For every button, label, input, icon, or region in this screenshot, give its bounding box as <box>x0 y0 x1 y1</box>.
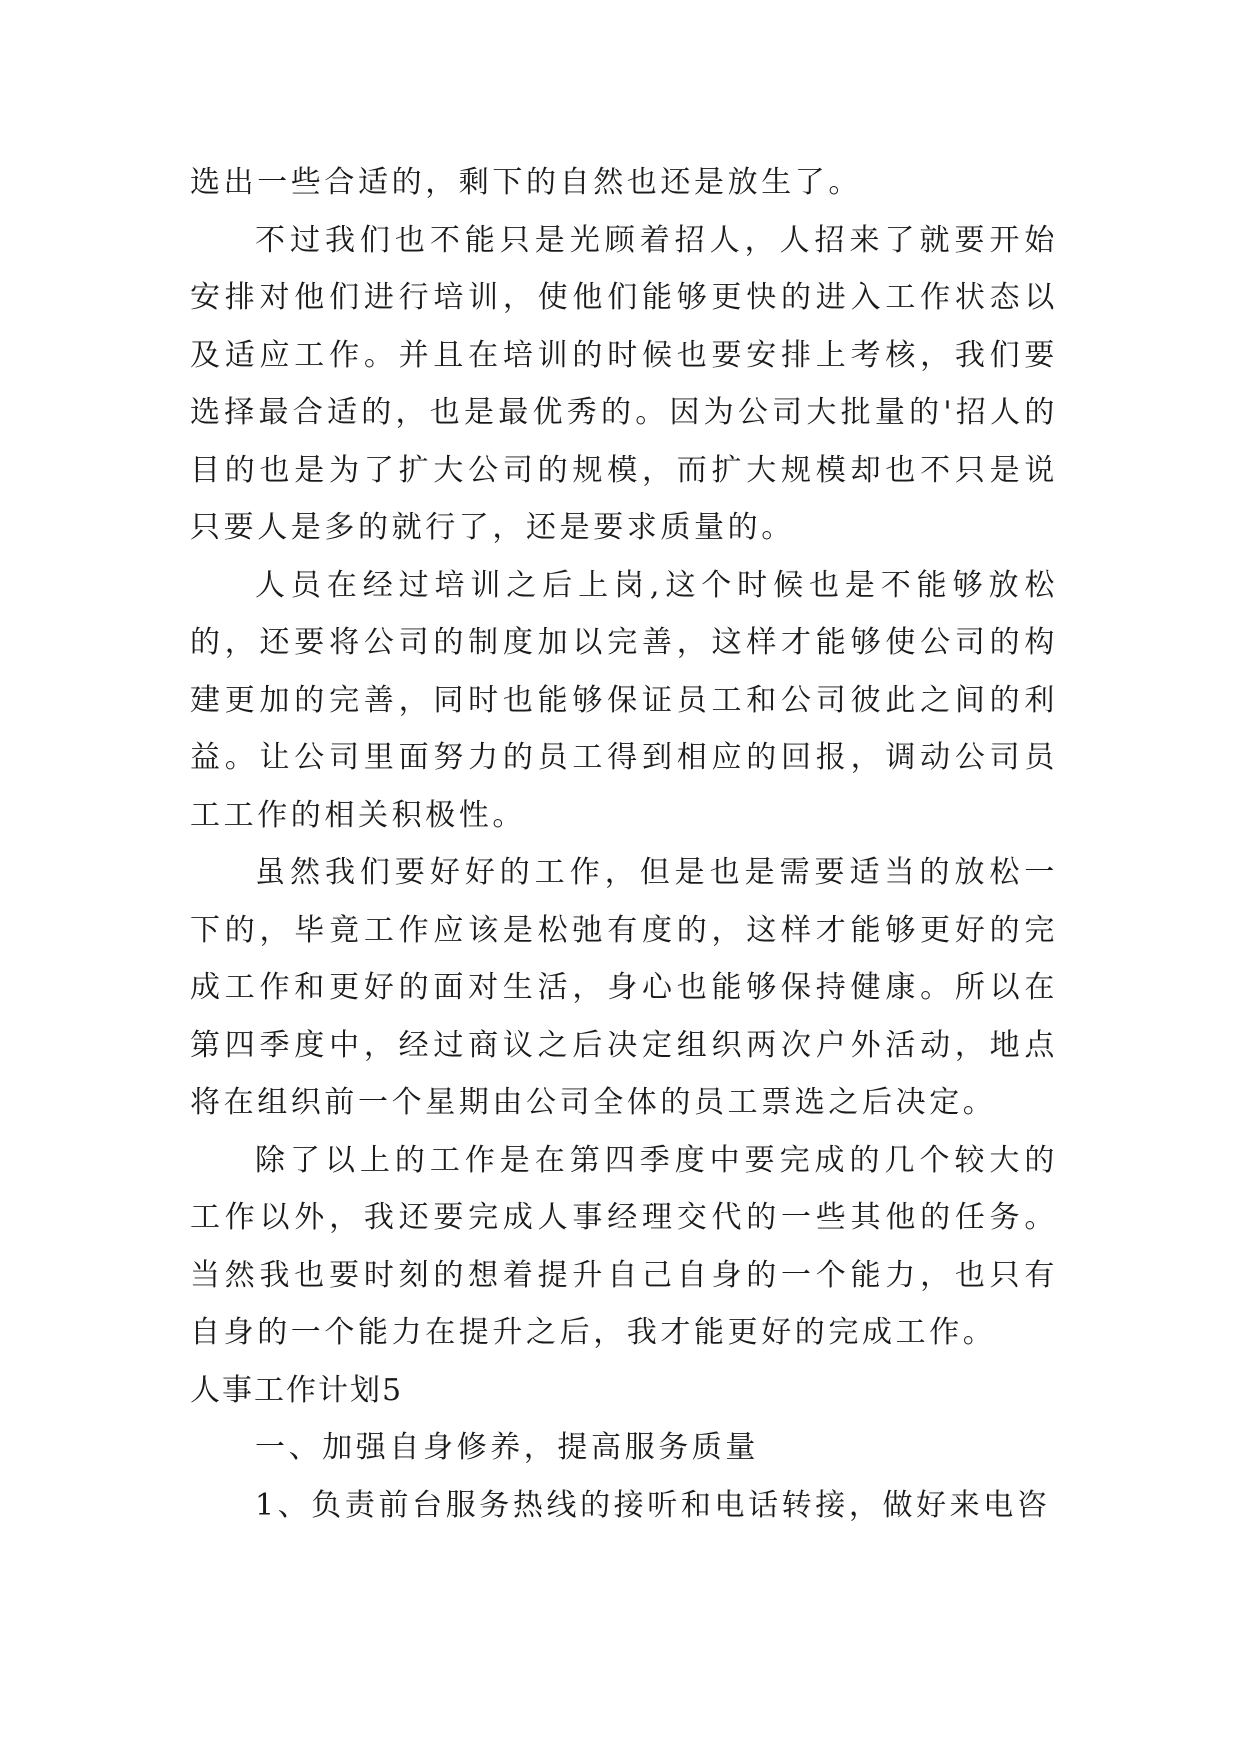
section-title: 人事工作计划5 <box>190 1372 404 1408</box>
paragraph-continuation: 选出一些合适的，剩下的自然也还是放生了。 <box>190 165 862 200</box>
subsection-title: 一、加强自身修养，提高服务质量 <box>255 1430 759 1465</box>
paragraph-activities: 虽然我们要好好的工作，但是也是需要适当的放松一下的，毕竟工作应该是松弛有度的，这样才能够更好的完成工作和更好的面对生活，身心也能够保持健康。所以在第四季度中，经过商议之后决定组织两次户外活动，地点将在组织前一个星期由公司全体的员工票选之后决定。 <box>190 855 1058 1120</box>
list-item-1: 1、负责前台服务热线的接听和电话转接，做好来电咨 <box>255 1487 1051 1523</box>
document-body <box>190 154 1058 1534</box>
paragraph-other-tasks: 除了以上的工作是在第四季度中要完成的几个较大的工作以外，我还要完成人事经理交代的一些其他的任务。当然我也要时刻的想着提升自己自身的一个能力，也只有自身的一个能力在提升之后，我才能更好的完成工作。 <box>190 1142 1058 1350</box>
paragraph-training: 不过我们也不能只是光顾着招人，人招来了就要开始安排对他们进行培训，使他们能够更快的进入工作状态以及适应工作。并且在培训的时候也要安排上考核，我们要选择最合适的，也是最优秀的。因为公司大批量的'招人的目的也是为了扩大公司的规模，而扩大规模却也不只是说只要人是多的就行了，还是要求质量的。 <box>190 222 1058 545</box>
paragraph-onboarding: 人员在经过培训之后上岗,这个时候也是不能够放松的，还要将公司的制度加以完善，这样才能够使公司的构建更加的完善，同时也能够保证员工和公司彼此之间的利益。让公司里面努力的员工得到相应的回报，调动公司员工工作的相关积极性。 <box>190 567 1058 833</box>
